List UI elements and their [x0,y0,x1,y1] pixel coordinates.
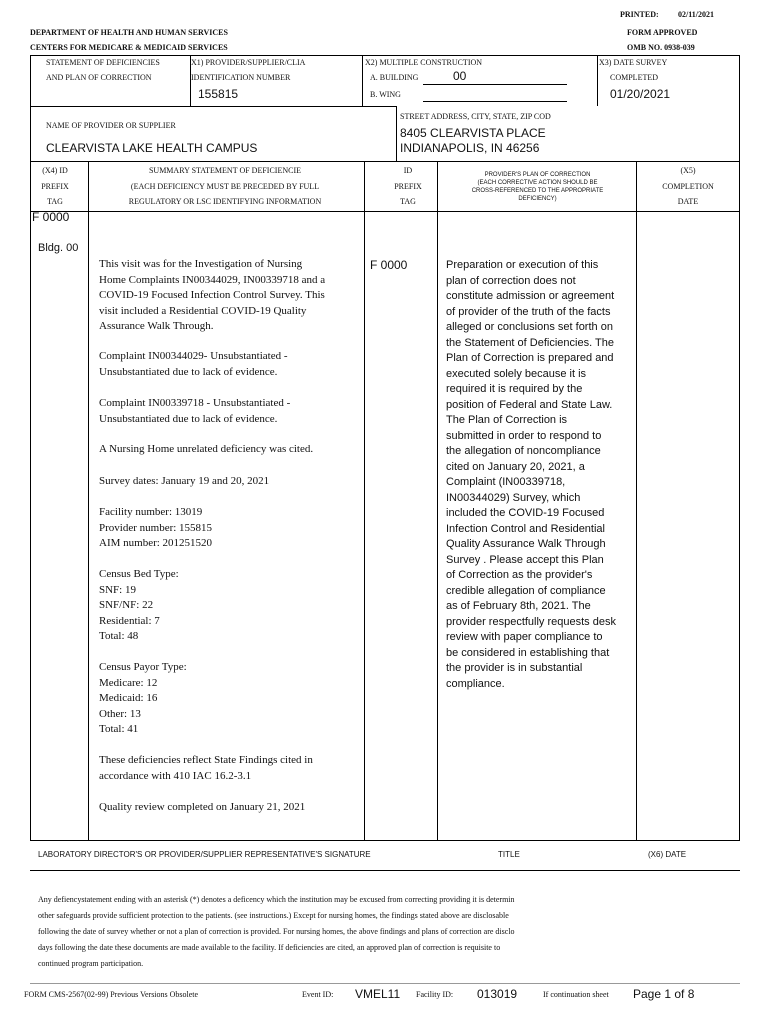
survey-completed-date: 01/20/2021 [610,87,671,101]
x1-label-line1: X1) PROVIDER/SUPPLIER/CLIA [191,58,306,67]
narrative-census-bed: Census Bed Type: SNF: 19 SNF/NF: 22 Residential: 7 Total: 48 [99,568,179,643]
form-approved: FORM APPROVED [627,28,698,37]
summary-label-line2: (EACH DEFICIENCY MUST BE PRECEDED BY FULL [130,182,320,191]
address-line2: INDIANAPOLIS, IN 46256 [400,141,540,155]
left-prefix-tag: F 0000 [32,210,70,224]
right-prefix-tag: F 0000 [370,258,408,272]
event-id-label: Event ID: [302,990,334,999]
plan-of-correction-text: Preparation or execution of this plan of correction does not constitute admission or agreement of provider of the truth of the facts alleged or conclusions set forth on the Statement of Deficiencies. The Plan of Correction is prepared and executed solely because it is required it is required by the position of Federal and State Law. The Plan of Correction is submitted in order to respond to the allegation of noncompliance cited on January 20, 2021, a Complaint (IN00339718, IN00344029) Survey, which included the COVID-19 Focused Infection Control and Residential Quality Assurance Walk Through Survey . Please accept this Plan of Correction as the provider's credible allegation of compliance as of February 8th, 2021. The provider respectfully requests desk review with paper compliance to be considered in establishing that the provider is in substantial compliance. [446,259,616,690]
building-number: Bldg. 00 [38,242,79,254]
provider-name: CLEARVISTA LAKE HEALTH CAMPUS [46,141,258,155]
facility-id: 013019 [477,987,518,1001]
statement-label-line1: STATEMENT OF DEFICIENCIES [46,58,160,67]
form-number: FORM CMS-2567(02-99) Previous Versions Obsolete [24,990,199,999]
statement-label-line2: AND PLAN OF CORRECTION [46,73,152,82]
x3-label-line1: X3) DATE SURVEY [599,58,668,67]
poc-label-line4: DEFICIENCY) [518,196,557,202]
director-signature-label: LABORATORY DIRECTOR'S OR PROVIDER/SUPPLIER REPRESENTATIVE'S SIGNATURE [38,850,371,859]
narrative-survey-dates: Survey dates: January 19 and 20, 2021 [99,475,270,487]
provider-name-label: NAME OF PROVIDER OR SUPPLIER [46,121,176,130]
narrative-quality-review: Quality review completed on January 21, 2021 [99,801,306,813]
x6-date-label: (X6) DATE [648,850,687,859]
poc-label-line2: (EACH CORRECTIVE ACTION SHOULD BE [477,180,598,186]
facility-id-label: Facility ID: [416,990,454,999]
narrative-complaint-2: Complaint IN00339718 - Unsubstantiated - Unsubstantiated due to lack of evidence. [99,397,291,425]
continuation-label: If continuation sheet [543,990,609,999]
omb-number: OMB NO. 0938-039 [627,43,695,52]
x3-label-line2: COMPLETED [610,73,658,82]
id-label-line3: TAG [400,197,416,206]
department-title: DEPARTMENT OF HEALTH AND HUMAN SERVICES [30,28,228,37]
id-label-line2: PREFIX [394,182,422,191]
id-label-line1: ID [403,166,413,175]
wing-label: B. WING [370,90,401,99]
x5-label-line3: DATE [677,197,699,206]
x4-label-line1: (X4) ID [42,166,68,175]
address-label: STREET ADDRESS, CITY, STATE, ZIP COD [400,112,551,121]
poc-label-line3: CROSS-REFERENCED TO THE APPROPRIATE [471,188,604,194]
x4-label-line2: PREFIX [41,182,69,191]
provider-id-number: 155815 [198,87,239,101]
narrative-facility-numbers: Facility number: 13019 Provider number: 155815 AIM number: 201251520 [99,506,213,550]
summary-label-line1: SUMMARY STATEMENT OF DEFICIENCIE [148,166,302,175]
disclaimer-text: Any defiencystatement ending with an asterisk (*) denotes a deficency which the institution may be excused from correcting providing it is determin other safeguards provide sufficient protection to the patients. (see instructions.) Except for nursing homes, the findings stated above are disclosable following the date of survey whether or not a plan of correction is provided. For nursing homes, the above findings and plans of correction are disclo days following the date these documents are made available to the facility. If deficiencies are cited, an approved plan of correction is requisite to continued program participation. [38,895,515,968]
x5-label-line2: COMPLETION [662,182,714,191]
event-id: VMEL11 [355,987,401,1001]
x2-label: X2) MULTIPLE CONSTRUCTION [365,58,483,67]
narrative-intro: This visit was for the Investigation of Nursing Home Complaints IN00344029, IN00339718 and a COVID-19 Focused Infection Control Survey. This visit included a Residential COVID-19 Quality Assurance Walk Through. [99,258,326,333]
building-label: A. BUILDING [370,73,419,82]
narrative-unrelated: A Nursing Home unrelated deficiency was cited. [99,443,314,455]
printed-date: 02/11/2021 [678,10,715,19]
poc-label-line1: PROVIDER'S PLAN OF CORRECTION [484,172,591,178]
summary-label-line3: REGULATORY OR LSC IDENTIFYING INFORMATION [128,197,322,206]
x5-label-line1: (X5) [680,166,696,175]
printed-label: PRINTED: [620,10,659,19]
narrative-state-findings: These deficiencies reflect State Findings cited in accordance with 410 IAC 16.2-3.1 [99,754,313,782]
narrative-census-payor: Census Payor Type: Medicare: 12 Medicaid: 16 Other: 13 Total: 41 [99,661,187,736]
x1-label-line2: IDENTIFICATION NUMBER [191,73,291,82]
address-line1: 8405 CLEARVISTA PLACE [400,126,546,140]
x4-label-line3: TAG [47,197,63,206]
page-number: Page 1 of 8 [633,987,695,1001]
centers-title: CENTERS FOR MEDICARE & MEDICAID SERVICES [30,43,228,52]
building-value: 00 [453,69,467,83]
title-label: TITLE [498,850,520,859]
narrative-complaint-1: Complaint IN00344029- Unsubstantiated - Unsubstantiated due to lack of evidence. [99,350,288,378]
